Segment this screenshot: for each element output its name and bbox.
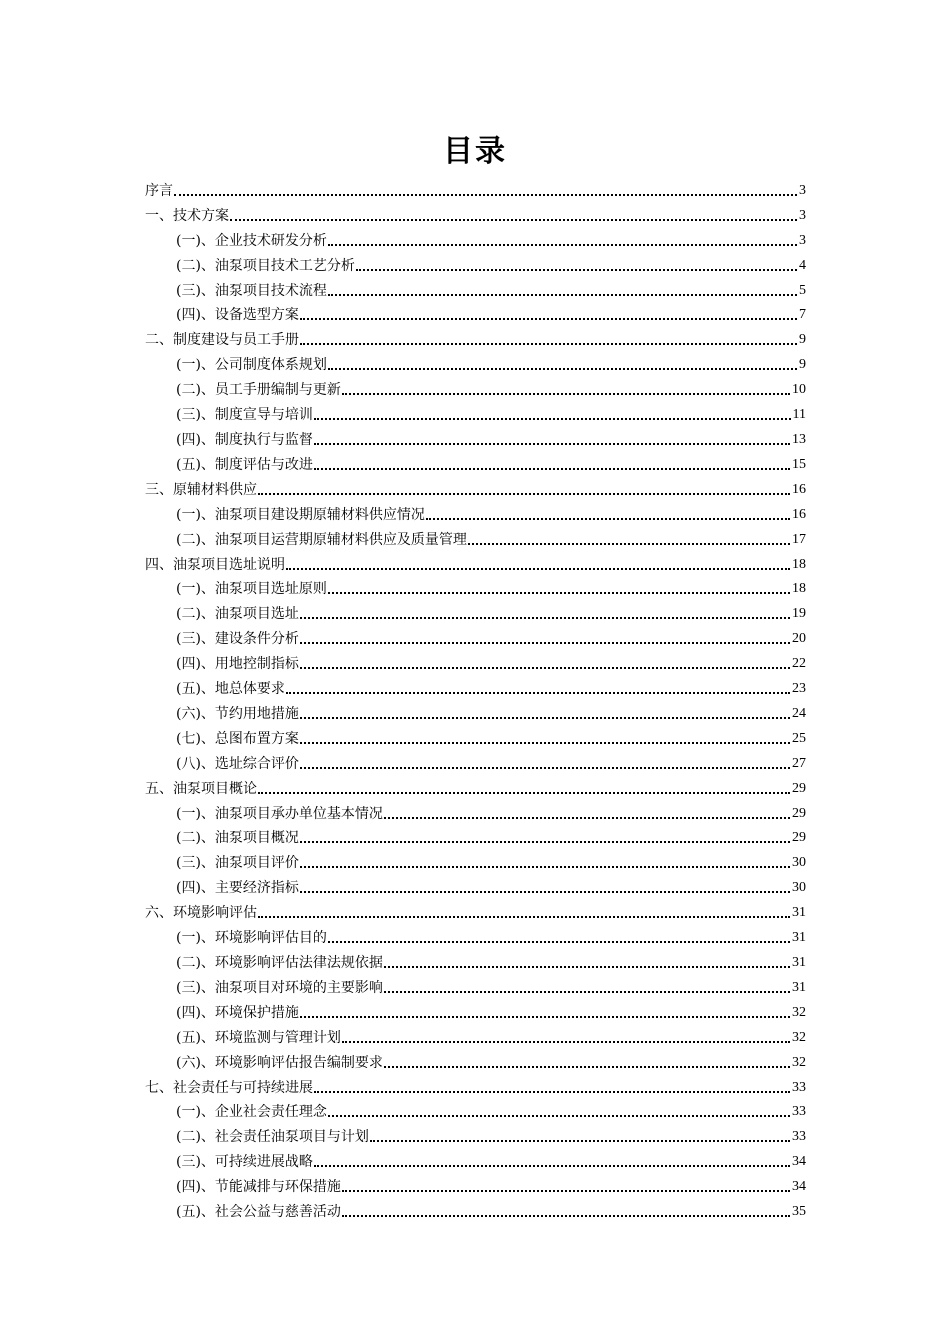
toc-dot-leader (384, 817, 790, 819)
toc-section-entry[interactable] (145, 1097, 806, 1122)
toc-dot-leader (328, 941, 790, 943)
toc-entry-text: 六、环境影响评估 (145, 905, 257, 922)
toc-entry-text: 序言 (145, 182, 173, 199)
toc-section-entry[interactable] (145, 1047, 806, 1072)
toc-chapter-entry[interactable] (145, 549, 806, 574)
toc-list (145, 175, 806, 1221)
toc-entry-text: (三)、可持续进展战略 (176, 1154, 313, 1171)
toc-section-entry[interactable] (145, 648, 806, 673)
toc-entry-text: 五、油泵项目概论 (145, 780, 257, 797)
toc-page-number: 31 (792, 930, 806, 946)
toc-entry-text: (四)、用地控制指标 (176, 656, 299, 673)
toc-page-number: 18 (792, 581, 806, 597)
toc-entry-text: (二)、员工手册编制与更新 (176, 382, 341, 399)
toc-title: 目录 (443, 134, 507, 169)
toc-dot-leader (314, 468, 790, 470)
toc-page-number: 11 (792, 407, 806, 423)
toc-section-entry[interactable] (145, 300, 806, 325)
toc-page-number: 33 (792, 1129, 806, 1145)
toc-entry-text: (三)、建设条件分析 (176, 631, 299, 648)
toc-page-number: 15 (792, 456, 806, 472)
toc-section-entry[interactable] (145, 922, 806, 947)
toc-page-number: 31 (792, 955, 806, 970)
toc-entry-text: (八)、选址综合评价 (176, 755, 299, 772)
toc-section-entry[interactable] (145, 997, 806, 1022)
toc-section-entry[interactable] (145, 823, 806, 848)
toc-entry-text: (四)、节能减排与环保措施 (176, 1179, 341, 1196)
toc-dot-leader (384, 991, 790, 993)
toc-dot-leader (300, 642, 790, 644)
toc-dot-leader (314, 1165, 790, 1167)
toc-dot-leader (328, 592, 790, 594)
toc-section-entry[interactable] (145, 1171, 806, 1196)
toc-page-number: 16 (792, 506, 806, 522)
toc-dot-leader (300, 841, 790, 843)
toc-chapter-entry[interactable] (145, 773, 806, 798)
toc-dot-leader (314, 1091, 790, 1093)
toc-section-entry[interactable] (145, 1121, 806, 1146)
toc-dot-leader (300, 891, 790, 893)
toc-dot-leader (426, 518, 790, 520)
toc-section-entry[interactable] (145, 574, 806, 599)
toc-entry-text: (五)、环境监测与管理计划 (176, 1029, 341, 1046)
toc-dot-leader (328, 294, 797, 296)
toc-dot-leader (174, 194, 797, 196)
toc-entry-text: (四)、主要经济指标 (176, 880, 299, 897)
toc-page-number: 35 (792, 1204, 806, 1220)
toc-dot-leader (300, 866, 790, 868)
toc-page-number: 3 (799, 182, 806, 198)
toc-page-number: 34 (792, 1179, 806, 1195)
toc-dot-leader (286, 568, 790, 570)
toc-entry-text: (二)、油泵项目技术工艺分析 (176, 257, 355, 274)
toc-page-number: 3 (799, 207, 806, 223)
toc-chapter-entry[interactable] (145, 897, 806, 922)
toc-section-entry[interactable] (145, 972, 806, 997)
toc-section-entry[interactable] (145, 723, 806, 748)
toc-page-number: 23 (792, 681, 806, 697)
toc-page-number: 29 (792, 830, 806, 846)
toc-entry-text: (三)、油泵项目对环境的主要影响 (176, 979, 383, 996)
toc-page-number: 9 (799, 332, 806, 348)
toc-dot-leader (300, 617, 790, 619)
toc-entry-text: (一)、油泵项目建设期原辅材料供应情况 (176, 506, 425, 523)
toc-section-entry[interactable] (145, 748, 806, 773)
toc-chapter-entry[interactable] (145, 175, 806, 200)
toc-page-number: 29 (792, 780, 806, 796)
toc-entry-text: (二)、环境影响评估法律法规依据 (176, 955, 383, 971)
toc-dot-leader (258, 916, 790, 918)
toc-entry-text: 三、原辅材料供应 (145, 481, 257, 498)
toc-dot-leader (328, 244, 797, 246)
toc-page-number: 31 (792, 905, 806, 921)
toc-page-number: 4 (799, 257, 806, 273)
toc-section-entry[interactable] (145, 673, 806, 698)
toc-dot-leader (300, 343, 797, 345)
toc-page-number: 17 (792, 531, 806, 547)
toc-page-number: 32 (792, 1029, 806, 1045)
toc-page-number: 25 (792, 730, 806, 746)
toc-entry-text: (四)、设备选型方案 (176, 307, 299, 324)
toc-section-entry[interactable] (145, 1146, 806, 1171)
toc-entry-text: (三)、油泵项目技术流程 (176, 282, 327, 299)
toc-entry-text: 一、技术方案 (145, 207, 229, 224)
toc-page-number: 33 (792, 1079, 806, 1095)
toc-entry-text: (一)、油泵项目承办单位基本情况 (176, 805, 383, 822)
toc-entry-text: (五)、社会公益与慈善活动 (176, 1204, 341, 1221)
toc-entry-text: (七)、总图布置方案 (176, 730, 299, 747)
toc-page-number: 27 (792, 755, 806, 771)
toc-section-entry[interactable] (145, 872, 806, 897)
toc-entry-text: (四)、制度执行与监督 (176, 431, 313, 448)
toc-page-number: 24 (792, 705, 806, 721)
toc-page-number: 29 (792, 805, 806, 821)
toc-page-number: 13 (792, 431, 806, 447)
toc-section-entry[interactable] (145, 1196, 806, 1221)
toc-section-entry[interactable] (145, 374, 806, 399)
toc-dot-leader (384, 966, 790, 968)
toc-section-entry[interactable] (145, 499, 806, 524)
toc-entry-text: (五)、地总体要求 (176, 681, 285, 698)
toc-entry-text: (一)、油泵项目选址原则 (176, 581, 327, 598)
toc-entry-text: (一)、企业社会责任理念 (176, 1104, 327, 1121)
toc-entry-text: (一)、环境影响评估目的 (176, 930, 327, 947)
toc-dot-leader (342, 1215, 790, 1217)
toc-entry-text: (三)、油泵项目评价 (176, 855, 299, 872)
toc-dot-leader (370, 1140, 790, 1142)
toc-dot-leader (258, 493, 790, 495)
toc-entry-text: 四、油泵项目选址说明 (145, 556, 285, 573)
toc-entry-text: (一)、企业技术研发分析 (176, 232, 327, 249)
toc-dot-leader (342, 1190, 790, 1192)
toc-page-number: 33 (792, 1104, 806, 1120)
toc-page-number: 19 (792, 606, 806, 622)
toc-page-number: 34 (792, 1154, 806, 1170)
toc-page-number: 30 (792, 855, 806, 871)
toc-entry-text: (六)、环境影响评估报告编制要求 (176, 1054, 383, 1071)
toc-page-number: 22 (792, 656, 806, 672)
toc-entry-text: (二)、油泵项目运营期原辅材料供应及质量管理 (176, 531, 467, 548)
toc-dot-leader (314, 443, 790, 445)
toc-page-number: 20 (792, 631, 806, 647)
toc-page-number: 30 (792, 880, 806, 896)
toc-section-entry[interactable] (145, 349, 806, 374)
toc-page-number: 7 (799, 307, 806, 323)
toc-page-number: 9 (799, 357, 806, 373)
toc-page-number: 18 (792, 556, 806, 572)
toc-chapter-entry[interactable] (145, 1072, 806, 1097)
toc-entry-text: 七、社会责任与可持续进展 (145, 1079, 313, 1096)
toc-entry-text: (二)、油泵项目选址 (176, 606, 299, 623)
toc-dot-leader (468, 543, 790, 545)
toc-page-number: 32 (792, 1054, 806, 1070)
toc-section-entry[interactable] (145, 225, 806, 250)
toc-dot-leader (314, 418, 791, 420)
toc-entry-text: (一)、公司制度体系规划 (176, 357, 327, 374)
toc-chapter-entry[interactable] (145, 200, 806, 225)
toc-dot-leader (328, 368, 797, 370)
toc-dot-leader (300, 1016, 790, 1018)
toc-entry-text: 二、制度建设与员工手册 (145, 332, 299, 349)
toc-section-entry[interactable] (145, 449, 806, 474)
toc-section-entry[interactable] (145, 798, 806, 823)
toc-page-number: 16 (792, 481, 806, 497)
toc-section-entry[interactable] (145, 623, 806, 648)
toc-section-entry[interactable] (145, 698, 806, 723)
toc-dot-leader (384, 1066, 790, 1068)
toc-dot-leader (300, 717, 790, 719)
toc-page-number: 5 (799, 282, 806, 298)
toc-entry-text: (四)、环境保护措施 (176, 1004, 299, 1021)
toc-dot-leader (258, 792, 790, 794)
toc-entry-text: (六)、节约用地措施 (176, 705, 299, 722)
toc-dot-leader (230, 219, 797, 221)
toc-page-number: 3 (799, 232, 806, 248)
toc-section-entry[interactable] (145, 598, 806, 623)
toc-page-number: 31 (792, 979, 806, 995)
toc-dot-leader (328, 1115, 790, 1117)
toc-section-entry[interactable] (145, 275, 806, 300)
toc-section-entry[interactable] (145, 399, 806, 424)
toc-entry-text: (五)、制度评估与改进 (176, 456, 313, 473)
toc-dot-leader (286, 692, 790, 694)
toc-dot-leader (300, 667, 790, 669)
toc-dot-leader (300, 742, 790, 744)
toc-page-number: 32 (792, 1004, 806, 1020)
toc-section-entry[interactable] (145, 947, 806, 972)
toc-entry-text: (二)、油泵项目概况 (176, 830, 299, 847)
toc-section-entry[interactable] (145, 524, 806, 549)
toc-dot-leader (300, 318, 797, 320)
toc-entry-text: (三)、制度宣导与培训 (176, 407, 313, 424)
toc-section-entry[interactable] (145, 250, 806, 275)
toc-chapter-entry[interactable] (145, 474, 806, 499)
toc-dot-leader (356, 269, 797, 271)
toc-dot-leader (342, 393, 790, 395)
toc-section-entry[interactable] (145, 1022, 806, 1047)
toc-dot-leader (342, 1041, 790, 1043)
toc-page-number: 10 (792, 382, 806, 398)
toc-chapter-entry[interactable] (145, 324, 806, 349)
toc-section-entry[interactable] (145, 424, 806, 449)
toc-section-entry[interactable] (145, 847, 806, 872)
toc-dot-leader (300, 767, 790, 769)
toc-entry-text: (二)、社会责任油泵项目与计划 (176, 1129, 369, 1146)
